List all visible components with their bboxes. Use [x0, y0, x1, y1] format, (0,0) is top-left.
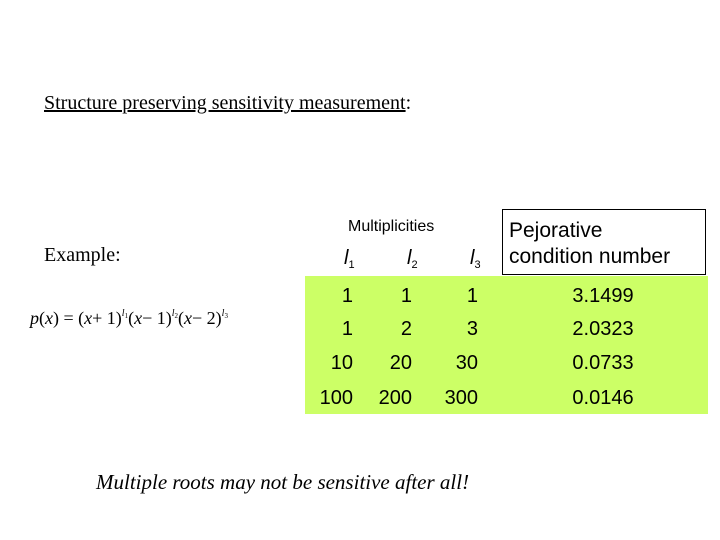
l1-header [344, 246, 355, 277]
row1-l3: 1 [466, 285, 478, 307]
slide-heading [44, 91, 411, 115]
formula-open3: ( [178, 308, 185, 328]
polynomial-formula [30, 303, 228, 329]
formula-x1: x [84, 308, 93, 328]
row2-cond: 2.0323 [572, 318, 634, 340]
row1-cond: 3.1499 [572, 285, 634, 307]
row4-l3: 300 [444, 387, 478, 409]
formula-factor3: − 2) [192, 308, 222, 328]
l2-sub: 2 [411, 259, 418, 271]
formula-exp1: l1 [121, 308, 129, 320]
formula-open: ( [39, 308, 45, 328]
row3-l2: 20 [389, 352, 412, 374]
formula-x: x [45, 308, 53, 328]
pejorative-header-line2: condition number [509, 245, 671, 268]
conclusion-note: Multiple roots may not be sensitive after all! [96, 470, 470, 494]
pejorative-header-line1: Pejorative [509, 219, 603, 242]
row4-cond: 0.0146 [572, 387, 634, 409]
heading-text: Structure preserving sensitivity measurement [44, 92, 406, 114]
example-label: Example: [44, 244, 121, 266]
formula-factor2: − 1) [142, 308, 172, 328]
formula-exp2: l2 [171, 308, 179, 320]
l1-sub: 1 [348, 259, 355, 271]
formula-x2: x [134, 308, 143, 328]
pejorative-header [502, 209, 706, 275]
row3-l3: 30 [455, 352, 478, 374]
l2-base: l [407, 247, 412, 269]
formula-exp3: l3 [221, 308, 228, 320]
row2-l3: 3 [466, 318, 478, 340]
formula-factor1: + 1) [92, 308, 122, 328]
row3-l1: 10 [330, 352, 353, 374]
formula-eq: ) = ( [53, 308, 85, 328]
row2-l2: 2 [400, 318, 412, 340]
row1-l2: 1 [400, 285, 412, 307]
heading-colon: : [405, 92, 412, 114]
formula-x3: x [184, 308, 193, 328]
row1-l1: 1 [341, 285, 353, 307]
row2-l1: 1 [341, 318, 353, 340]
multiplicities-label: Multiplicities [348, 218, 435, 235]
l3-base: l [470, 247, 475, 269]
row3-cond: 0.0733 [572, 352, 634, 374]
formula-open2: ( [128, 308, 135, 328]
row4-l2: 200 [378, 387, 412, 409]
row4-l1: 100 [319, 387, 353, 409]
l2-header [407, 246, 418, 277]
formula-p: p [30, 308, 39, 328]
l1-base: l [344, 247, 349, 269]
l3-header [470, 246, 481, 277]
l3-sub: 3 [474, 259, 481, 271]
